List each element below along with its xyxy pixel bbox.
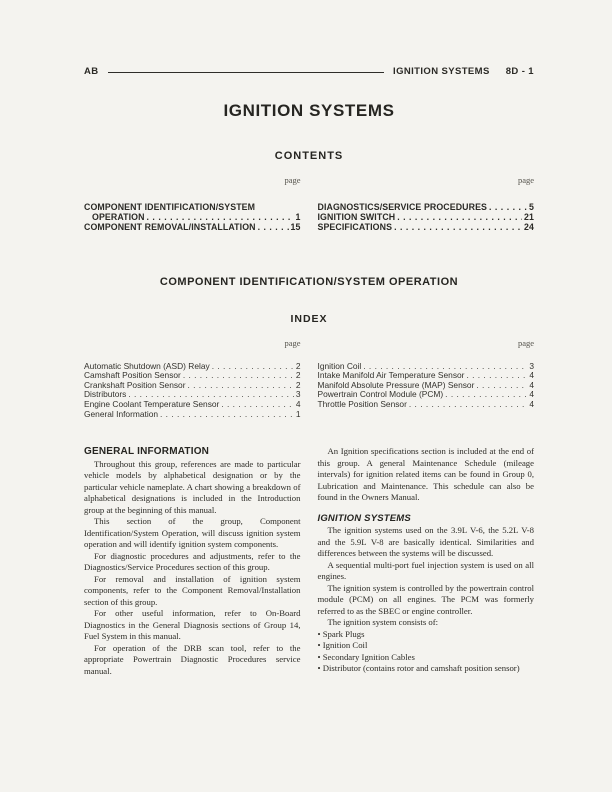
- bullet-item: • Ignition Coil: [317, 640, 368, 651]
- body-paragraph: The ignition system is controlled by the powertrain control module (PCM) on all engines. The PCM was formerly referred to as the SBEC or engine controller.: [317, 582, 534, 616]
- body-paragraph: The ignition system consists of:: [327, 617, 439, 628]
- dot-leader: [476, 381, 527, 391]
- body-paragraph: For diagnostic procedures and adjustments, refer to the Diagnostics/Service Procedures section of this group.: [84, 550, 301, 573]
- toc-entry: [318, 202, 535, 212]
- page-label-left: page: [284, 175, 301, 185]
- body-paragraph: Throughout this group, references are made to particular vehicle models by alphabetical designation or by the particular vehicle nameplate. A chart showing a breakdown of alphabetical designations is included in the Introduction group at the beginning of this manual.: [84, 458, 301, 515]
- body-code: AB: [84, 66, 99, 77]
- header-page-code: 8D - 1: [505, 66, 534, 77]
- dot-leader: [147, 212, 294, 222]
- contents-heading: CONTENTS: [274, 150, 344, 162]
- page-label-right: page: [517, 337, 534, 348]
- toc-entry-page: 5: [529, 202, 534, 212]
- body-text: [84, 446, 534, 677]
- toc-entry-page: 4: [529, 398, 534, 409]
- toc-entry: [84, 202, 301, 212]
- toc-entry-page: 4: [529, 379, 534, 390]
- ignition-systems-heading: IGNITION SYSTEMS: [317, 512, 411, 524]
- dot-leader: [221, 400, 294, 410]
- toc-entry-label: Manifold Absolute Pressure (MAP) Sensor: [317, 379, 475, 390]
- dot-leader: [160, 410, 294, 420]
- body-column-left: [84, 446, 301, 677]
- toc-entry-label: Distributors: [84, 389, 127, 400]
- toc-entry-page: 15: [290, 222, 301, 233]
- toc-entry-label: COMPONENT REMOVAL/INSTALLATION: [84, 222, 256, 233]
- body-paragraph: For removal and installation of ignition system components, refer to the Component Removal/Installation section of this group.: [84, 573, 301, 607]
- dot-leader: [489, 202, 527, 212]
- toc-entry-label: COMPONENT IDENTIFICATION/SYSTEM: [84, 202, 256, 212]
- contents-list: [84, 202, 534, 233]
- dot-leader: [397, 212, 522, 222]
- toc-entry: [84, 212, 301, 222]
- toc-entry-label: SPECIFICATIONS: [317, 222, 393, 233]
- toc-entry-page: 2: [295, 360, 301, 371]
- contents-page-labels: [84, 175, 534, 185]
- body-paragraph: This section of the group, Component Identification/System Operation, will discuss ignition system operation and will identify ignition system components.: [84, 516, 301, 550]
- header-section-title: IGNITION SYSTEMS: [393, 66, 490, 77]
- toc-entry-label: Automatic Shutdown (ASD) Relay: [84, 360, 210, 371]
- index-list: [84, 362, 534, 420]
- body-paragraph: An Ignition specifications section is included at the end of this group. A general Maintenance Schedule (mileage intervals) for ignition related items can be found in Group 0, Lubrication and Maintenance. This schedule can also be found in the Owners Manual.: [317, 446, 534, 503]
- index-column-right: [318, 362, 535, 420]
- ignition-systems-bullets: [318, 629, 535, 675]
- body-paragraph: For operation of the DRB scan tool, refer to the appropriate Powertrain Diagnostic Procedures service manual.: [84, 642, 301, 676]
- toc-entry: [318, 222, 535, 232]
- toc-entry-label: Camshaft Position Sensor: [84, 370, 181, 381]
- toc-entry-label: Intake Manifold Air Temperature Sensor: [317, 370, 465, 381]
- index-page-labels: [84, 338, 534, 348]
- dot-leader: [187, 381, 293, 391]
- page-title: IGNITION SYSTEMS: [223, 101, 395, 120]
- bullet-item: • Spark Plugs: [317, 628, 365, 639]
- dot-leader: [183, 371, 294, 381]
- toc-entry-label: General Information: [84, 408, 159, 419]
- general-information-paragraphs: [84, 459, 301, 678]
- toc-entry: [318, 400, 535, 410]
- general-information-heading: GENERAL INFORMATION: [84, 446, 210, 458]
- toc-entry-page: 4: [529, 389, 534, 400]
- dot-leader: [445, 390, 527, 400]
- bullet-item: • Distributor (contains rotor and camshaft position sensor): [317, 663, 520, 674]
- dot-leader: [409, 400, 527, 410]
- body-column-right: [318, 446, 535, 677]
- toc-entry-label: OPERATION: [92, 212, 145, 223]
- toc-entry-label: Crankshaft Position Sensor: [84, 379, 186, 390]
- contents-column-left: [84, 202, 301, 233]
- dot-leader: [466, 371, 527, 381]
- toc-entry-page: 3: [529, 360, 534, 371]
- toc-entry-page: 1: [295, 408, 301, 419]
- toc-entry-page: 4: [295, 398, 301, 409]
- toc-entry-page: 21: [524, 212, 534, 223]
- index-column-left: [84, 362, 301, 420]
- toc-entry: [84, 222, 301, 232]
- dot-leader: [212, 362, 294, 372]
- toc-entry-label: Throttle Position Sensor: [317, 398, 407, 409]
- body-paragraph: A sequential multi-port fuel injection system is used on all engines.: [317, 559, 534, 582]
- toc-entry-page: 3: [295, 389, 301, 400]
- dot-leader: [394, 222, 522, 232]
- toc-entry-page: 4: [529, 370, 534, 381]
- toc-entry-label: DIAGNOSTICS/SERVICE PROCEDURES: [317, 202, 488, 212]
- toc-entry-page: 24: [524, 222, 534, 233]
- toc-entry-label: Engine Coolant Temperature Sensor: [84, 398, 220, 409]
- dot-leader: [258, 222, 289, 232]
- page-label-right: page: [517, 175, 534, 185]
- bullet-item: • Secondary Ignition Cables: [317, 651, 415, 662]
- header-rule: [108, 72, 385, 73]
- toc-entry-label: Ignition Coil: [317, 360, 362, 371]
- toc-entry-page: 2: [295, 370, 301, 381]
- ignition-systems-paragraphs: [318, 525, 535, 629]
- toc-entry-label: Powertrain Control Module (PCM): [317, 389, 444, 400]
- body-paragraph: The ignition systems used on the 3.9L V-6, the 5.2L V-8 and the 5.9L V-8 are basically identical. Similarities and differences between the systems will be discussed.: [317, 525, 534, 559]
- body-paragraph: For other useful information, refer to On-Board Diagnostics in the General Diagnosis sections of Group 14, Fuel System in this manual.: [84, 608, 301, 642]
- toc-entry-label: IGNITION SWITCH: [317, 212, 396, 223]
- toc-entry: [318, 212, 535, 222]
- toc-entry-page: 2: [295, 379, 301, 390]
- section-heading: COMPONENT IDENTIFICATION/SYSTEM OPERATION: [159, 275, 459, 288]
- running-header: [84, 66, 534, 77]
- contents-column-right: [318, 202, 535, 233]
- index-heading: INDEX: [290, 312, 328, 325]
- toc-entry-page: 1: [295, 212, 301, 223]
- toc-entry: [84, 410, 301, 420]
- page-label-left: page: [284, 337, 301, 348]
